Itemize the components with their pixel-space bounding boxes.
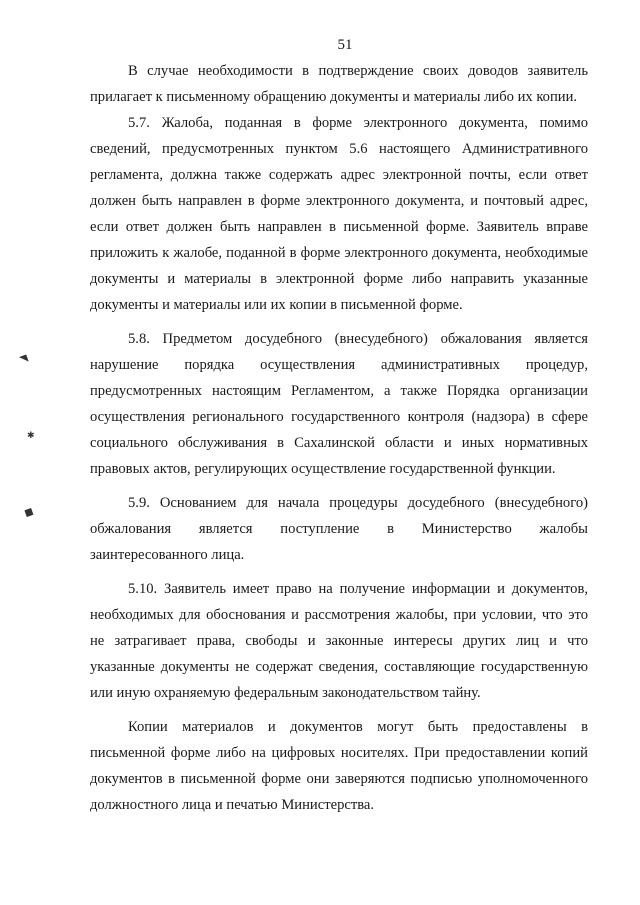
paragraph-evidence-attachment: В случае необходимости в подтверждение своих доводов заявитель прилагает к письменному обращению документы и материалы либо их копии. [90,63,588,105]
paragraph-5-10-right-to-information: 5.10. Заявитель имеет право на получение информации и документов, необходимых для обоснования и рассмотрения жалобы, при условии, что это не затрагивает права, свободы и законные интересы других лиц и что указанные документы не содержат сведения, составляющие государственную или иную охраняемую федеральным законодательством тайну. [90,581,588,701]
document-body [90,58,588,818]
paragraph-copies-of-materials: Копии материалов и документов могут быть предоставлены в письменной форме либо на цифровых носителях. При предоставлении копий документов в письменной форме они заверяются подписью уполномоченного должностного лица и печатью Министерства. [90,719,588,813]
paragraph-5-8-subject-of-appeal: 5.8. Предметом досудебного (внесудебного) обжалования является нарушение порядка осуществления административных процедур, предусмотренных настоящим Регламентом, а также Порядка организации осуществления регионального государственного контроля (надзора) в сфере социального обслуживания в Сахалинской области и иных нормативных правовых актов, регулирующих осуществление государственной функции. [90,331,588,477]
page-number: 51 [337,37,353,53]
paragraph-5-9-grounds-for-appeal: 5.9. Основанием для начала процедуры досудебного (внесудебного) обжалования является поступление в Министерство жалобы заинтересованного лица. [90,495,588,563]
scan-artifact-mark: ◥ [18,353,30,366]
scan-artifact-mark: ✱ [27,431,35,441]
scan-artifact-mark: ◆ [21,503,37,522]
paragraph-5-7-electronic-complaint: 5.7. Жалоба, поданная в форме электронного документа, помимо сведений, предусмотренных пунктом 5.6 настоящего Административного регламента, должна также содержать адрес электронной почты, если ответ должен быть направлен в форме электронного документа, и почтовый адрес, если ответ должен быть направлен в письменной форме. Заявитель вправе приложить к жалобе, поданной в форме электронного документа, необходимые документы и материалы в электронной форме либо направить указанные документы и материалы или их копии в письменной форме. [90,115,588,313]
